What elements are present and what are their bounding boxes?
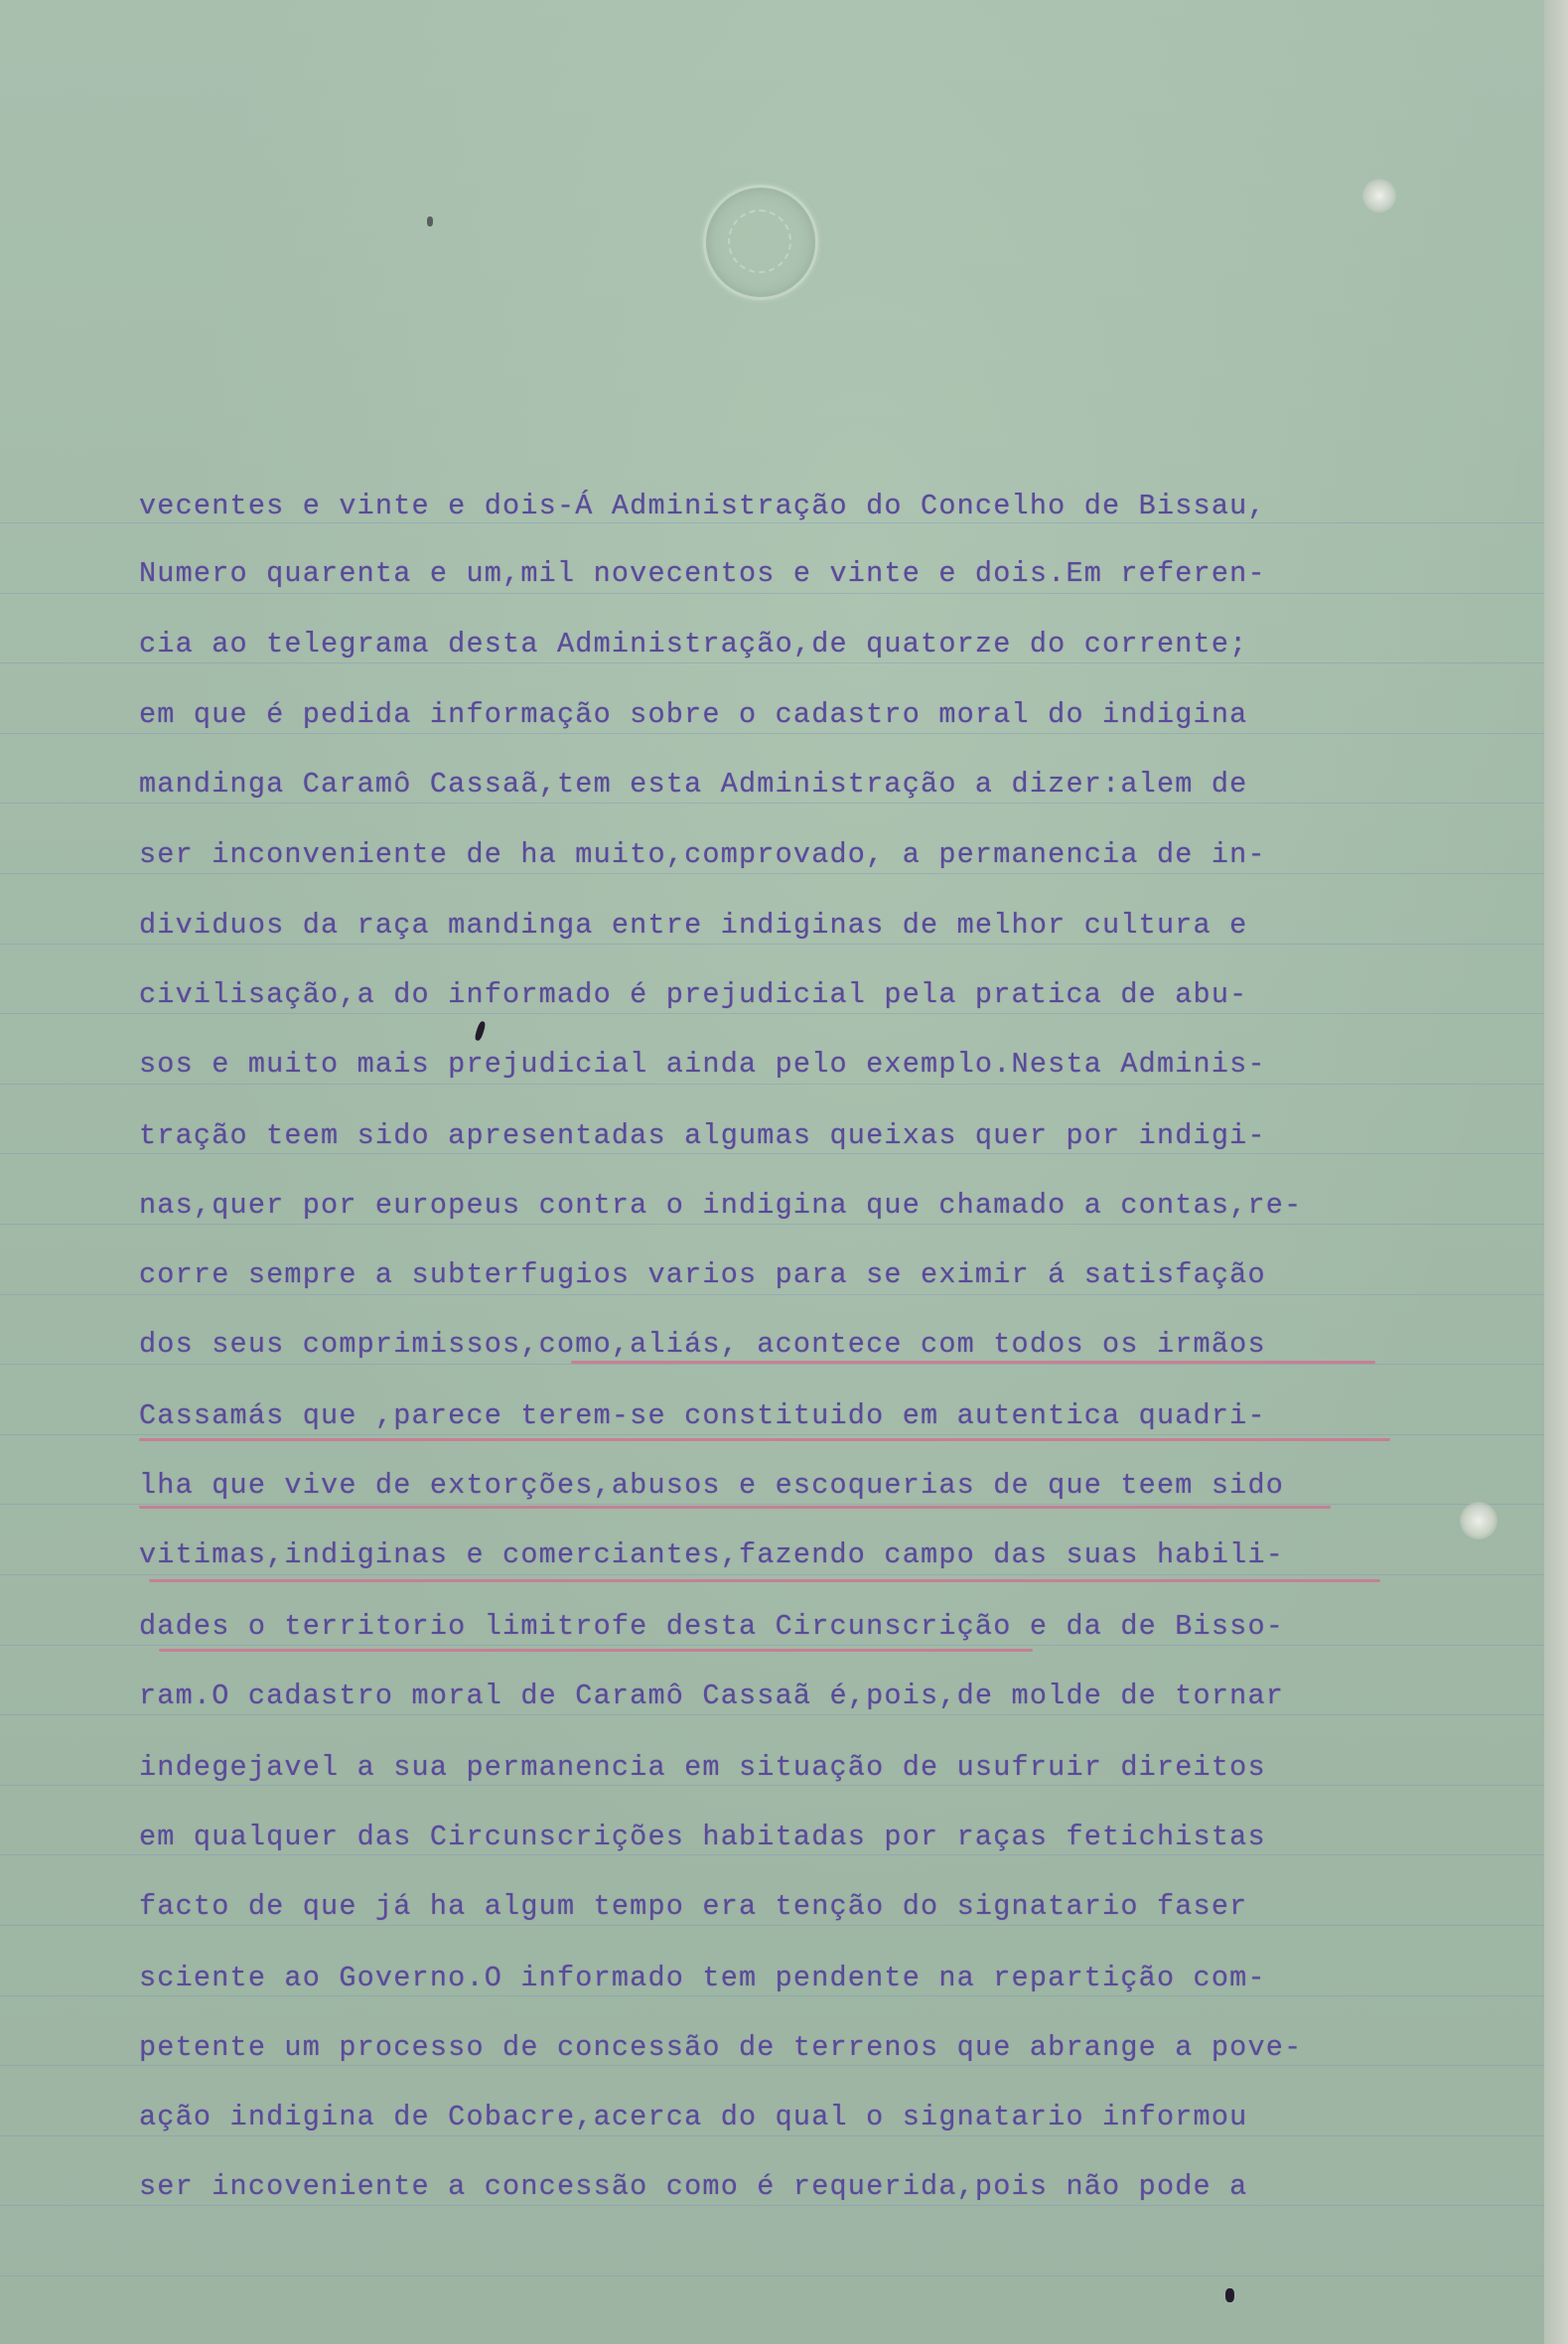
text-line-3: cia ao telegrama desta Administração,de quatorze do corrente; (139, 628, 1248, 660)
text-line-13: dos seus comprimissos,como,aliás, acontece com todos os irmãos (139, 1328, 1266, 1361)
text-line-4: em que é pedida informação sobre o cadastro moral do indigina (139, 698, 1248, 731)
text-line-7: dividuos da raça mandinga entre indiginas de melhor cultura e (139, 909, 1248, 942)
text-line-5: mandinga Caramô Cassaã,tem esta Administração a dizer:alem de (139, 768, 1248, 801)
text-line-24: ação indigina de Cobacre,acerca do qual o signatario informou (139, 2101, 1248, 2133)
text-line-9: sos e muito mais prejudicial ainda pelo exemplo.Nesta Adminis- (139, 1048, 1266, 1081)
text-line-21: facto de que já ha algum tempo era tenção do signatario faser (139, 1890, 1248, 1923)
text-line-17: dades o territorio limitrofe desta Circunscrição e da de Bisso- (139, 1610, 1285, 1643)
text-line-10: tração teem sido apresentadas algumas queixas quer por indigi- (139, 1119, 1266, 1152)
text-line-23: petente um processo de concessão de terrenos que abrange a pove- (139, 2031, 1303, 2064)
text-line-12: corre sempre a subterfugios varios para se eximir á satisfação (139, 1258, 1266, 1291)
text-line-14: Cassamás que ,parece terem-se constituido em autentica quadri- (139, 1399, 1266, 1432)
text-line-6: ser inconveniente de ha muito,comprovado, a permanencia de in- (139, 838, 1266, 871)
text-line-11: nas,quer por europeus contra o indigina que chamado a contas,re- (139, 1189, 1303, 1222)
text-line-16: vitimas,indiginas e comerciantes,fazendo campo das suas habili- (139, 1538, 1285, 1571)
text-line-22: sciente ao Governo.O informado tem pendente na repartição com- (139, 1962, 1266, 1994)
text-line-8: civilisação,a do informado é prejudicial pela pratica de abu- (139, 978, 1248, 1011)
text-line-20: em qualquer das Circunscrições habitadas por raças fetichistas (139, 1821, 1266, 1853)
text-line-18: ram.O cadastro moral de Caramô Cassaã é,pois,de molde de tornar (139, 1680, 1285, 1712)
text-line-15: lha que vive de extorções,abusos e escoquerias de que teem sido (139, 1469, 1285, 1502)
text-line-25: ser incoveniente a concessão como é requerida,pois não pode a (139, 2170, 1248, 2203)
text-line-1: vecentes e vinte e dois-Á Administração do Concelho de Bissau, (139, 490, 1266, 522)
text-line-2: Numero quarenta e um,mil novecentos e vinte e dois.Em referen- (139, 557, 1266, 590)
page-edge (1544, 0, 1568, 2344)
text-line-19: indegejavel a sua permanencia em situação de usufruir direitos (139, 1751, 1266, 1784)
